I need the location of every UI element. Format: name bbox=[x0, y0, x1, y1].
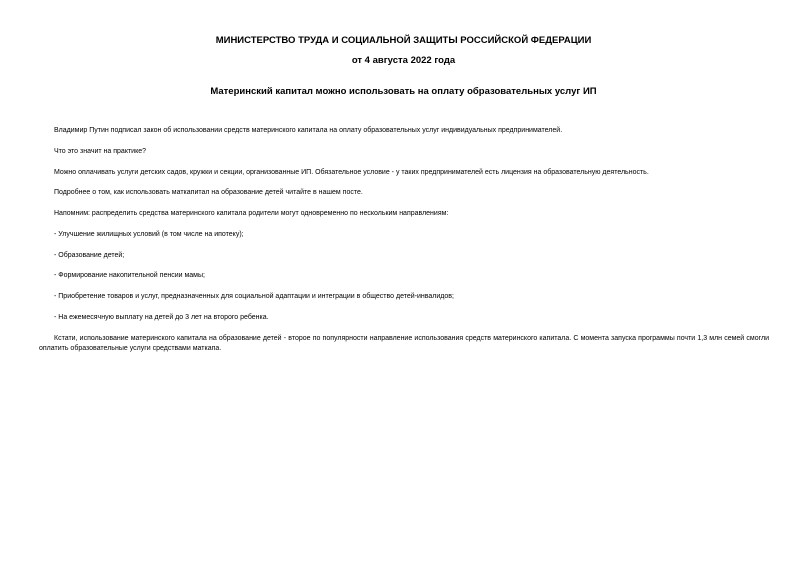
list-item: - Образование детей; bbox=[54, 252, 125, 259]
paragraph: Напомним: распределить средства материнского капитала родители могут одновременно по нескольким направлениям: bbox=[54, 210, 449, 217]
document-headline: Материнский капитал можно использовать на оплату образовательных услуг ИП bbox=[210, 86, 597, 97]
paragraph: Что это значит на практике? bbox=[54, 148, 147, 155]
paragraph: Можно оплачивать услуги детских садов, кружки и секции, организованные ИП. Обязательное условие - у таких предпринимателей есть лицензия на образовательную деятельность. bbox=[54, 169, 649, 176]
list-item: - На ежемесячную выплату на детей до 3 лет на второго ребенка. bbox=[54, 314, 269, 321]
list-item: - Приобретение товаров и услуг, предназначенных для социальной адаптации и интеграции в общество детей-инвалидов; bbox=[54, 293, 454, 300]
paragraph: Кстати, использование материнского капитала на образование детей - второе по популярности направление использования средств материнского капитала. С момента запуска программы почти 1,3 млн семей смогли оплатить образовательные услуги средствами маткапа. bbox=[39, 335, 769, 352]
paragraph: Владимир Путин подписал закон об использовании средств материнского капитала на оплату образовательных услуг индивидуальных предпринимателей. bbox=[54, 127, 563, 134]
paragraph: Подробнее о том, как использовать маткапитал на образование детей читайте в нашем посте. bbox=[54, 189, 363, 196]
ministry-title: МИНИСТЕРСТВО ТРУДА И СОЦИАЛЬНОЙ ЗАЩИТЫ РОССИЙСКОЙ ФЕДЕРАЦИИ bbox=[215, 35, 592, 46]
list-item: - Формирование накопительной пенсии мамы; bbox=[54, 272, 205, 279]
list-item: - Улучшение жилищных условий (в том числе на ипотеку); bbox=[54, 231, 244, 238]
document-date: от 4 августа 2022 года bbox=[351, 55, 456, 66]
